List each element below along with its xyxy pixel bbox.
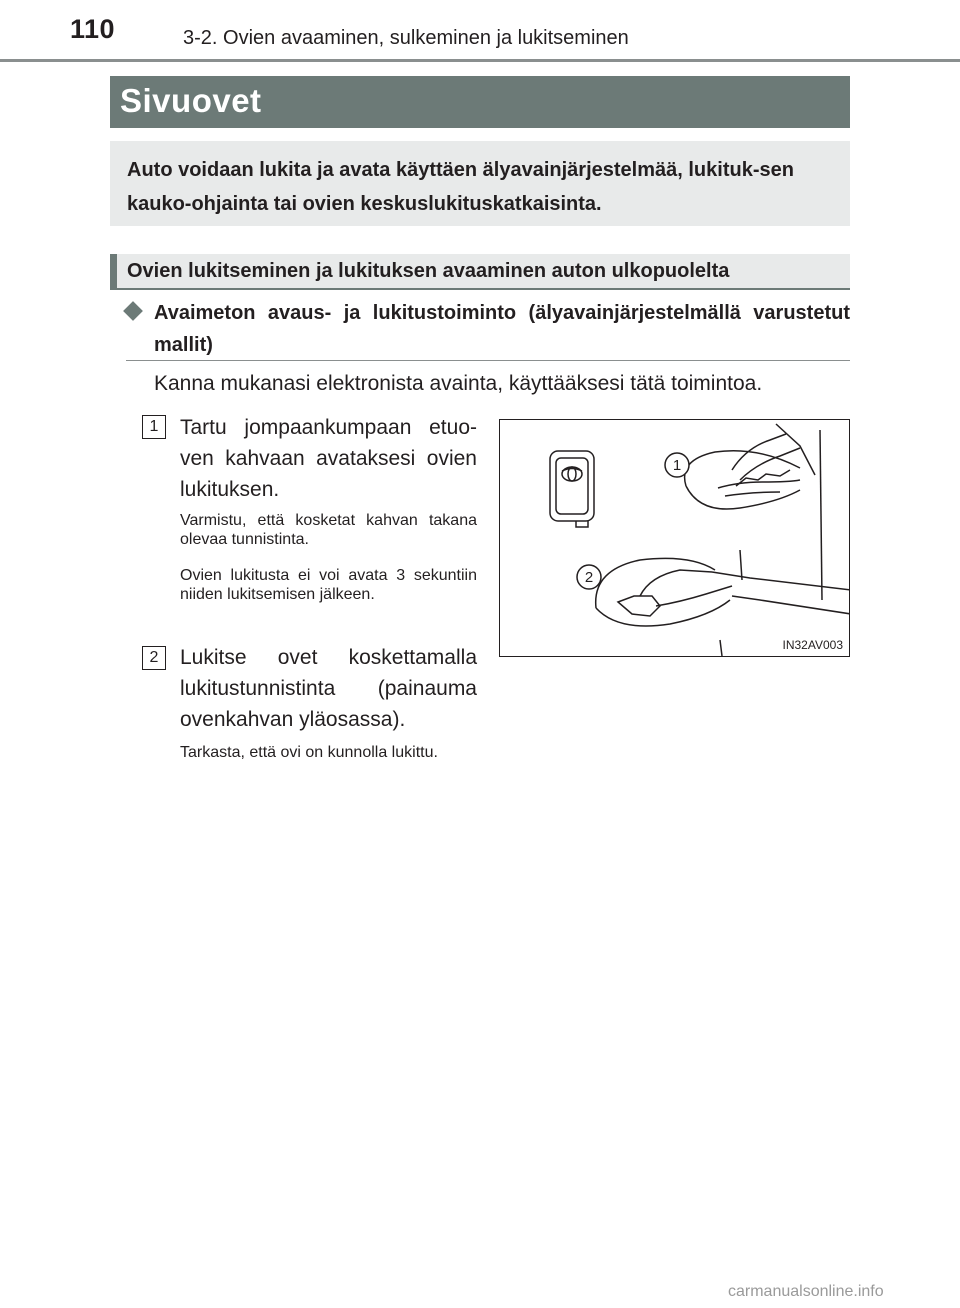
svg-text:1: 1 (672, 457, 682, 474)
section-title: Sivuovet (110, 76, 850, 128)
callout-1 (665, 453, 689, 477)
lead-text: Kanna mukanasi elektronista avainta, käyttääksesi tätä toimintoa. (154, 372, 763, 395)
intro-box: Auto voidaan lukita ja avata käyttäen älyavainjärjestelmää, lukituk-sen kauko-ohjainta tai ovien keskuslukituskatkaisinta. (110, 141, 850, 226)
step-1-note-2: Ovien lukitusta ei voi avata 3 sekuntiin niiden lukitsemisen jälkeen. (180, 567, 477, 603)
step-2-note-1: Tarkasta, että ovi on kunnolla lukittu. (180, 744, 438, 761)
header-divider (0, 59, 960, 62)
callout-2 (577, 565, 601, 589)
chapter-title: 3-2. Ovien avaaminen, sulkeminen ja lukitseminen (183, 27, 629, 49)
page-number: 110 (70, 14, 116, 44)
diamond-bullet-icon (123, 301, 143, 321)
step-number-2: 2 (142, 646, 166, 670)
smart-key-icon (550, 451, 594, 527)
feature-heading (126, 297, 850, 361)
page-header (0, 0, 960, 62)
feature-divider (126, 360, 850, 361)
figure-code: IN32AV003 (782, 638, 843, 652)
step-1-text: Tartu jompaankumpaan etuo-ven kahvaan avataksesi ovien lukituksen. (180, 416, 477, 501)
subsection-title: Ovien lukitseminen ja lukituksen avaaminen auton ulkopuolelta (110, 254, 850, 290)
watermark[interactable]: carmanualsonline.info (728, 1283, 884, 1300)
door-handle-upper-icon (685, 424, 822, 600)
door-handle-illustration (499, 419, 850, 657)
step-2-text: Lukitse ovet koskettamalla lukitustunnistinta (painauma ovenkahvan yläosassa). (180, 646, 477, 731)
step-1-note-1: Varmistu, että kosketat kahvan takana olevaa tunnistinta. (180, 512, 477, 548)
feature-heading-text: Avaimeton avaus- ja lukitustoiminto (älyavainjärjestelmällä varustetut mallit) (154, 302, 850, 356)
svg-text:2: 2 (584, 569, 594, 586)
illustration-drawing (500, 420, 850, 657)
step-number-1: 1 (142, 415, 166, 439)
